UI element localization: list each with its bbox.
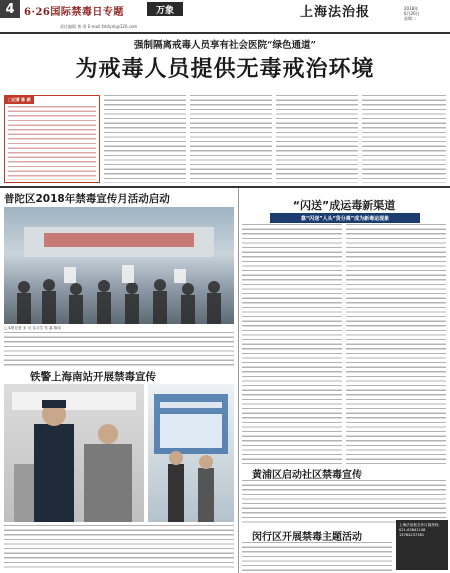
right-column-rule <box>238 188 239 573</box>
board-photo-illustration <box>148 384 234 522</box>
huangpu-headline: 黄浦区启动社区禁毒宣传 <box>252 470 362 481</box>
shansong-body-col-1 <box>242 224 342 464</box>
minhang-body <box>242 542 392 572</box>
brand-logo: 万象 <box>147 2 183 16</box>
section-divider <box>0 186 450 188</box>
lead-body-col-1 <box>104 95 186 183</box>
putuo-caption: □本报记者 宋 衍 实习生 朱 嘉 陈绍 <box>4 326 61 330</box>
putuo-body <box>4 332 234 366</box>
lead-body-col-2 <box>190 95 272 183</box>
subscription-ad: 上海法治报全年订阅热线：021-63841148 13764237381 <box>396 520 448 570</box>
putuo-headline: 普陀区2018年禁毒宣传月活动启动 <box>4 193 170 205</box>
shansong-body-col-2 <box>346 224 446 464</box>
page-number: 4 <box>0 0 20 18</box>
lead-headline: 为戒毒人员提供无毒戒治环境 <box>75 57 375 82</box>
header-bar <box>0 0 450 21</box>
railway-body <box>4 525 234 569</box>
lead-body-col-4 <box>362 95 446 183</box>
officer-photo-illustration <box>4 384 144 522</box>
edition-line: 责任编辑 黄 瑶 E-mail:fzbfyzk@126.com <box>60 24 138 29</box>
lead-kicker: 强制隔离戒毒人员享有社会医院“绿色通道” <box>134 40 316 51</box>
header-rule <box>0 32 450 34</box>
banner-text: 6·26国际禁毒日专题 <box>24 7 124 18</box>
shansong-headline: “闪送”成运毒新渠道 <box>292 199 396 212</box>
railway-caption-photo-right <box>148 384 234 522</box>
date-line: 2018年 6月26日 星期二 <box>404 6 420 21</box>
shansong-subhead: 靠“闪送”人头“货分离”成为新毒运现象 <box>270 213 420 223</box>
sidebar-text <box>8 106 96 180</box>
sidebar-label: □记者 陈 颖 <box>5 96 34 104</box>
lead-body-col-3 <box>276 95 358 183</box>
lead-sidebar <box>4 95 100 183</box>
railway-photo <box>4 384 144 522</box>
minhang-headline: 闵行区开展禁毒主题活动 <box>252 532 362 543</box>
paper-name: 上海法治报 <box>300 5 371 20</box>
crowd-photo-illustration <box>4 207 234 324</box>
putuo-event-photo <box>4 207 234 324</box>
railway-headline: 铁警上海南站开展禁毒宣传 <box>30 371 156 383</box>
